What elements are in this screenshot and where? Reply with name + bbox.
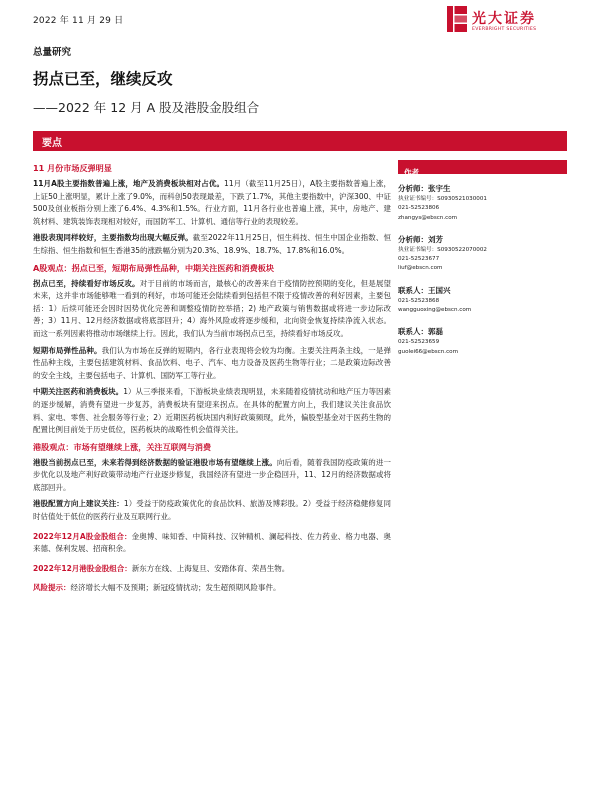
contact-email[interactable]: wangguoxing@ebscn.com — [398, 307, 472, 314]
paragraph-body: 1）受益于防疫政策优化的食品饮料、旅游及博彩股。2）受益于经济稳健修复同时估值处于低位的医药行业及互联网行业。 — [33, 499, 392, 522]
analyst-name: 分析师：张宇生 — [398, 184, 451, 193]
analyst-card — [398, 184, 567, 223]
analyst-license: 执业证书编号：S0930522070002 — [398, 246, 487, 253]
analyst-card — [398, 235, 567, 274]
analyst-phone: 021-52523806 — [398, 205, 440, 212]
analyst-name: 分析师：刘芳 — [398, 234, 443, 244]
paragraph-body: 1）从三季报来看，下游板块业绩表现明显，未来随着疫情扰动和地产压力等因素的逐步缓解，消费有望进一步复苏，消费板块有望迎来拐点。在具体的配置方向上，我们建议关注食品饮料、家电、零售、社会服务等行业；2）近期医药板块国内利好政策频现，此外，偏股型基金对于医药生物的配置比例目前处于历史低位，医药板块的战略性机会值得关注。 — [33, 387, 391, 435]
paragraph-a-share-gold-stocks — [33, 531, 391, 556]
logo-english-name: EVERBRIGHT SECURITIES — [472, 27, 537, 32]
paragraph-lead: 港股配置方向上建议关注： — [33, 499, 124, 509]
logo-mark-icon — [447, 6, 467, 32]
paragraph-a-share-review — [33, 178, 391, 228]
paragraph-body: 11月（截至11月25日），A股主要指数普遍上涨，上证50上涨明显，累计上涨了9.0%，而科创50表现最差，下跌了1.7%，其他主要指数中，沪深300、中证500及创业板指分别上涨了6.4%、4.3%和1.5%。行业方面，11月各行业也普遍上涨，其中，房地产、建筑材料、建筑装饰表现相对较好，而国防军工、计算机、通信等行业的表现较差。 — [33, 179, 391, 226]
report-category: 总量研究 — [33, 47, 72, 58]
hk-gold-list: 新东方在线、上海复旦、安踏体育、荣昌生物。 — [131, 563, 290, 573]
key-points-band — [33, 131, 567, 151]
market-review-heading: 11 月份市场反弹明显 — [33, 163, 112, 173]
paragraph-risk — [33, 582, 391, 595]
paragraph-turning-point — [33, 278, 391, 341]
risk-text: 经济增长大幅不及预期；新冠疫情扰动；发生超预期风险事件。 — [70, 583, 281, 593]
paragraph-body: 我们认为市场在反弹的短期内，各行业表现将会较为均衡。主要关注两条主线，一是弹性品种主线，主要包括建筑材料、食品饮料、电子、汽车、电力设备及医药生物等行业；二是政策边际改善的安全主线，主要包括电子、计算机、国防军工等行业。 — [33, 345, 391, 380]
hk-view-heading: 港股观点：市场有望继续上涨，关注互联网与消费 — [33, 441, 212, 452]
contact-name: 联系人：王国兴 — [398, 285, 451, 295]
logo-chinese-name: 光大证券 — [472, 11, 536, 27]
paragraph-lead: 中期关注医药和消费板块。 — [33, 387, 124, 397]
contact-phone: 021-52523868 — [398, 297, 440, 304]
paragraph-lead: 11月A股主要指数普遍上涨，地产及消费板块相对占优。 — [33, 179, 225, 188]
authors-label: 作者 — [404, 168, 419, 177]
paragraph-body: 截至2022年11月25日，恒生科技、恒生中国企业指数、恒生综指、恒生指数和恒生香港35的涨跌幅分别为20.3%、18.9%、18.7%、17.8%和16.0%。 — [33, 233, 391, 255]
paragraph-body: 向后看，随着我国防疫政策的进一步优化以及地产利好政策带动地产行业逐步修复，我国经济有望进一步企稳回升，11、12月的经济数据或将底部回升。 — [33, 457, 392, 492]
contact-email[interactable]: guolei66@ebscn.com — [398, 348, 459, 355]
a-gold-list: 金奥博、味知香、中简科技、汉钟精机、澜起科技、佐力药业、格力电器、奥来德、保利发展、招商积余。 — [33, 531, 391, 554]
report-title: 拐点已至，继续反攻 — [33, 70, 173, 88]
hk-gold-label: 2022年12月港股金股组合： — [33, 563, 132, 573]
paragraph-short-term — [33, 345, 391, 383]
paragraph-body: 对于目前的市场而言，最核心的改善来自于疫情防控预期的变化，但是展望未来，这并非市场能够唯一看到的利好，市场可能还会陆续看到包括但不限于疫情改善的利好因素，主要包括：1）后续可能还会因时因势优化完善和调整疫情防控举措；2) 地产政策与销售数据或将进一步边际改善；3）11月、12月经济数据或将底部回升；4）海外风险或将逐步缓和，北向资金恢复持续净流入状态。而这一系列因素将推动市场继续上行。因此，我们认为当前市场拐点已至，持续看好市场反攻。 — [33, 278, 392, 338]
a-share-view-heading: A股观点：拐点已至，短期布局弹性品种，中期关注医药和消费板块 — [33, 262, 274, 273]
analyst-email[interactable]: liuf@ebscn.com — [398, 265, 443, 272]
main-column — [33, 162, 391, 599]
contact-name: 联系人：郭磊 — [398, 327, 443, 337]
paragraph-mid-term — [33, 386, 391, 436]
paragraph-lead: 港股当前拐点已至，未来若得到经济数据的验证港股市场有望继续上涨。 — [33, 457, 277, 467]
paragraph-hk-allocation — [33, 498, 391, 523]
contact-card — [398, 286, 567, 316]
paragraph-hk-review — [33, 232, 391, 257]
report-subtitle: ——2022 年 12 月 A 股及港股金股组合 — [33, 100, 260, 115]
a-gold-label: 2022年12月A股金股组合： — [33, 531, 132, 541]
author-column — [398, 160, 567, 369]
company-logo — [447, 6, 567, 36]
paragraph-hk-gold-stocks — [33, 563, 391, 576]
authors-band — [398, 160, 567, 177]
paragraph-lead: 拐点已至，持续看好市场反攻。 — [33, 278, 140, 288]
analyst-license: 执业证书编号：S0930521030001 — [398, 196, 487, 202]
analyst-phone: 021-52523677 — [398, 256, 440, 263]
analyst-email[interactable]: zhangys@ebscn.com — [398, 214, 458, 221]
contact-card — [398, 327, 567, 357]
risk-label: 风险提示： — [33, 583, 71, 593]
report-date: 2022 年 11 月 29 日 — [33, 16, 124, 26]
contact-phone: 021-52523659 — [398, 339, 440, 346]
key-points-label: 要点 — [42, 138, 62, 149]
paragraph-hk-outlook — [33, 457, 391, 495]
paragraph-lead: 港股表现同样较好，主要指数均出现大幅反弹。 — [33, 233, 193, 243]
paragraph-lead: 短期布局弹性品种。 — [33, 345, 102, 355]
